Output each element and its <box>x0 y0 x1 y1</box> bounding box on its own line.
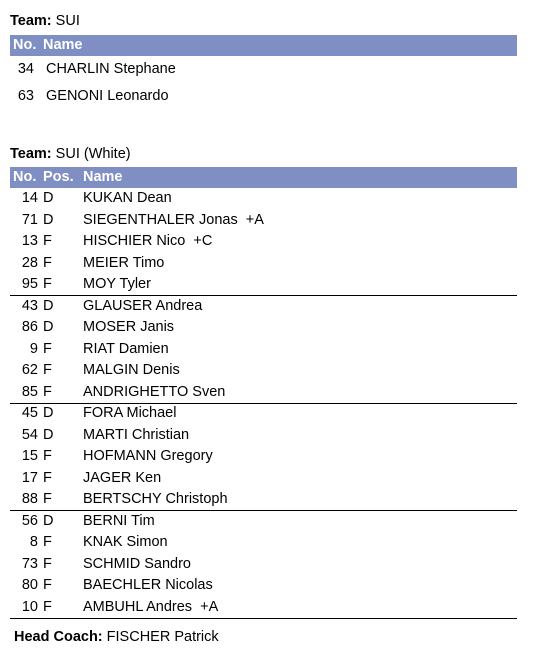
player-name: MALGIN Denis <box>83 362 180 378</box>
player-name: CHARLIN Stephane <box>46 61 176 77</box>
player-name: GENONI Leonardo <box>46 88 169 104</box>
player-number: 73 <box>21 555 38 572</box>
player-name: KNAK Simon <box>83 534 168 550</box>
player-name: SIEGENTHALER Jonas +A <box>83 211 264 228</box>
player-name: BERNI Tim <box>83 512 155 529</box>
skater-row <box>10 188 517 210</box>
head-coach-label: Head Coach: <box>14 629 103 645</box>
player-position: F <box>43 340 52 357</box>
player-position: F <box>43 598 52 615</box>
player-number: 80 <box>21 577 38 593</box>
skater-row <box>10 597 517 619</box>
player-name: KUKAN Dean <box>83 190 172 206</box>
skater-row <box>10 317 517 339</box>
skater-row <box>10 253 517 275</box>
skater-row <box>10 468 517 490</box>
player-position: D <box>43 190 54 206</box>
player-name: MARTI Christian <box>83 426 190 443</box>
player-number: 28 <box>21 254 38 271</box>
player-position: F <box>43 448 52 464</box>
team-label-key: Team: <box>10 13 52 29</box>
header-no: No. <box>13 37 37 53</box>
skater-row <box>10 511 517 533</box>
skater-row <box>10 575 517 597</box>
player-number: 62 <box>21 362 38 378</box>
player-position: D <box>43 405 54 421</box>
skater-row <box>10 231 517 253</box>
skater-row <box>10 210 517 232</box>
player-number: 8 <box>29 534 38 550</box>
player-position: F <box>43 555 52 572</box>
player-number: 34 <box>17 61 34 77</box>
player-position: F <box>43 491 52 507</box>
player-position: D <box>43 319 54 335</box>
player-number: 45 <box>21 405 38 421</box>
skater-row <box>10 382 517 404</box>
player-position: D <box>43 426 54 443</box>
player-name: FORA Michael <box>83 405 177 421</box>
player-name: GLAUSER Andrea <box>83 297 203 314</box>
player-number: 85 <box>21 383 38 400</box>
player-name: JAGER Ken <box>83 469 162 486</box>
player-name: MEIER Timo <box>83 254 165 271</box>
head-coach <box>14 629 219 645</box>
team-label-key: Team: <box>10 146 52 162</box>
player-number: 9 <box>29 340 38 357</box>
skaters-team-label <box>10 146 131 162</box>
skater-row <box>10 296 517 318</box>
player-number: 13 <box>21 233 38 249</box>
goalie-row <box>10 86 517 106</box>
player-position: F <box>43 254 52 271</box>
player-number: 63 <box>17 88 34 104</box>
header-no: No. <box>13 169 37 185</box>
skater-row <box>10 489 517 511</box>
player-position: F <box>43 276 52 292</box>
player-position: F <box>43 383 52 400</box>
skater-row <box>10 425 517 447</box>
head-coach-name: FISCHER Patrick <box>106 629 219 645</box>
player-number: 10 <box>21 598 38 615</box>
player-name: ANDRIGHETTO Sven <box>83 383 226 400</box>
header-pos: Pos. <box>43 169 74 185</box>
player-number: 54 <box>21 426 38 443</box>
skater-row <box>10 554 517 576</box>
player-position: D <box>43 297 54 314</box>
header-name: Name <box>43 37 83 53</box>
player-number: 71 <box>21 211 38 228</box>
line-separator <box>10 618 517 619</box>
skater-row <box>10 446 517 468</box>
player-position: D <box>43 211 54 228</box>
player-number: 88 <box>21 491 38 507</box>
player-name: MOY Tyler <box>83 276 151 292</box>
player-name: HOFMANN Gregory <box>83 448 213 464</box>
goalies-team-label <box>10 13 80 29</box>
skater-row <box>10 274 517 296</box>
player-name: BAECHLER Nicolas <box>83 577 213 593</box>
skater-row <box>10 403 517 425</box>
player-position: D <box>43 512 54 529</box>
player-position: F <box>43 362 52 378</box>
team-label-value: SUI <box>55 13 80 29</box>
goalie-row <box>10 59 517 79</box>
player-name: MOSER Janis <box>83 319 175 335</box>
player-number: 95 <box>21 276 38 292</box>
skater-row <box>10 360 517 382</box>
player-position: F <box>43 577 52 593</box>
player-name: HISCHIER Nico +C <box>83 233 213 249</box>
skaters-table-header <box>10 167 517 188</box>
player-number: 17 <box>21 469 38 486</box>
skater-row <box>10 532 517 554</box>
goalies-table-header <box>10 35 517 56</box>
player-name: SCHMID Sandro <box>83 555 191 572</box>
player-name: BERTSCHY Christoph <box>83 491 228 507</box>
team-label-value: SUI (White) <box>55 146 131 162</box>
player-name: RIAT Damien <box>83 340 169 357</box>
player-number: 43 <box>21 297 38 314</box>
player-number: 14 <box>21 190 38 206</box>
player-position: F <box>43 233 52 249</box>
skater-row <box>10 339 517 361</box>
player-name: AMBUHL Andres +A <box>83 598 219 615</box>
player-position: F <box>43 469 52 486</box>
player-position: F <box>43 534 52 550</box>
player-number: 15 <box>21 448 38 464</box>
player-number: 56 <box>21 512 38 529</box>
player-number: 86 <box>21 319 38 335</box>
header-name: Name <box>83 169 123 185</box>
